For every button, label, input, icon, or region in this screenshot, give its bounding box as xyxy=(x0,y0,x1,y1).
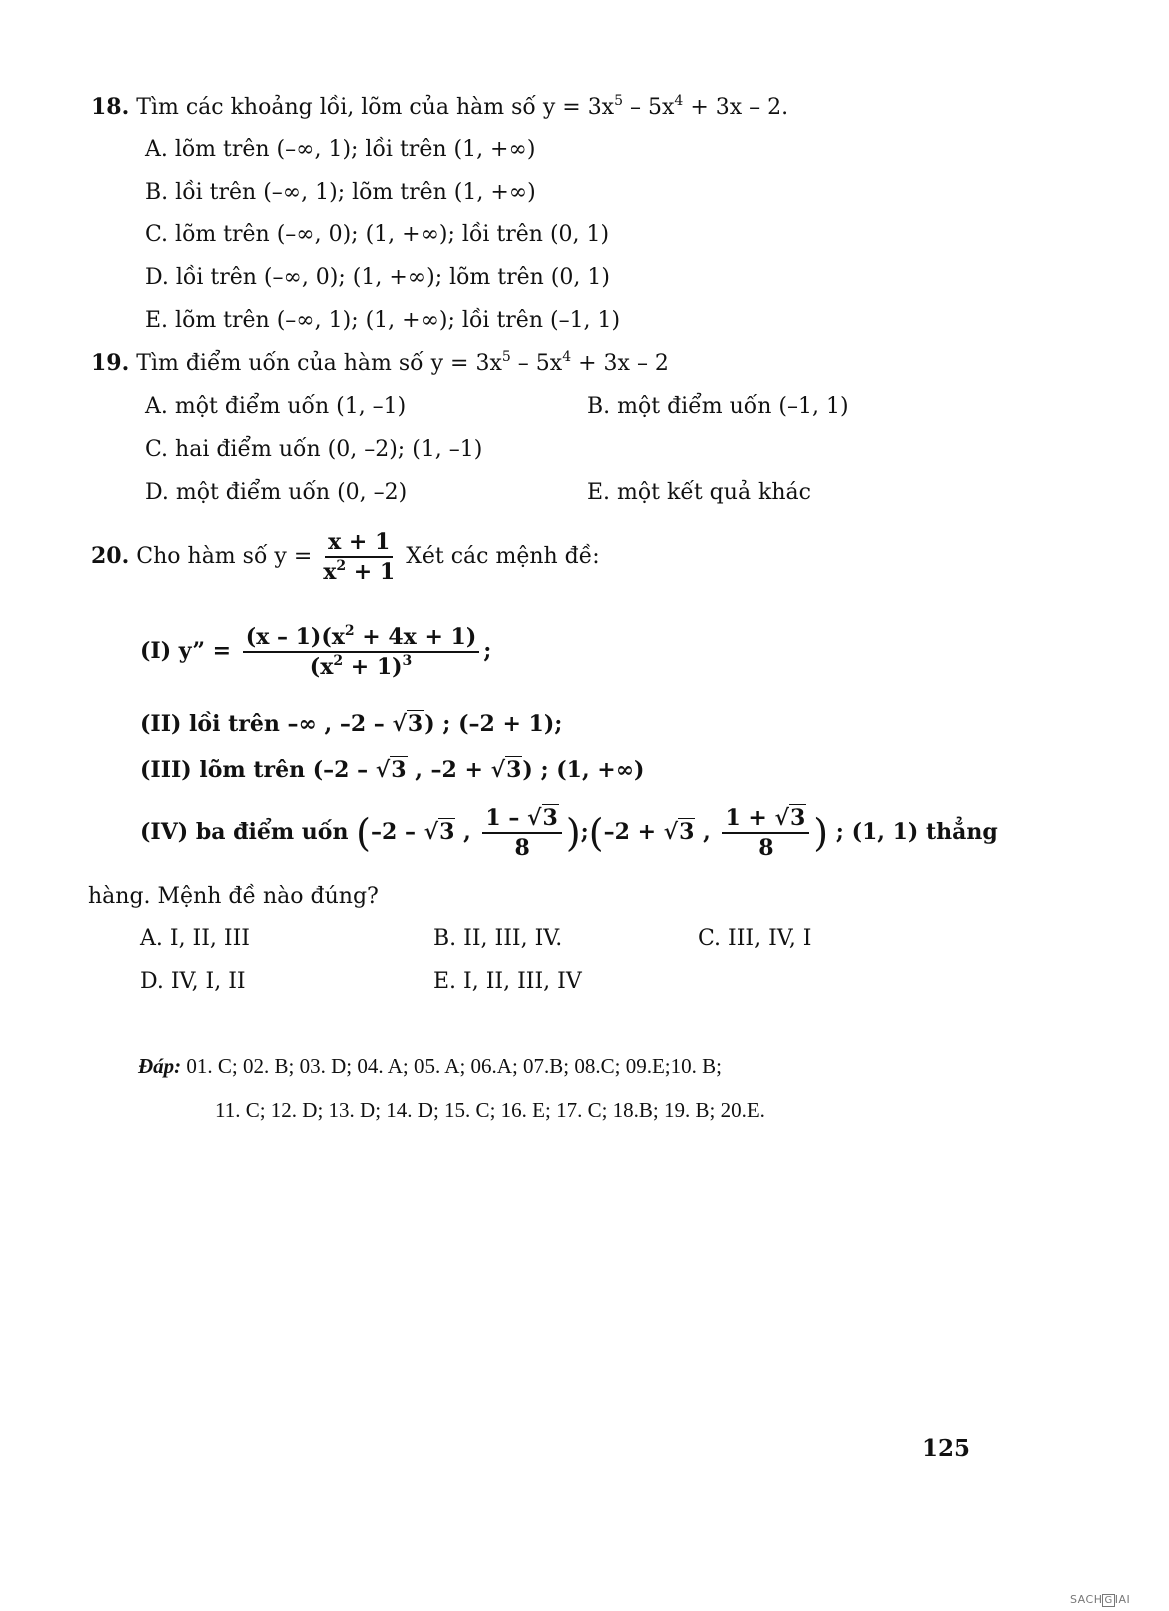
watermark-logo: SACH G IAI xyxy=(1070,1593,1131,1606)
q18-option-e: E. lõm trên (–∞, 1); (1, +∞); lồi trên (–1, 1) xyxy=(145,308,621,333)
question-tail: Xét các mệnh đề: xyxy=(406,544,600,570)
statement-2: (II) lồi trên –∞ , –2 – √3) ; (–2 + 1); xyxy=(140,711,563,737)
answer-key-line-1: Đáp: 01. C; 02. B; 03. D; 04. A; 05. A; 06.A; 07.B; 08.C; 09.E;10. B; xyxy=(138,1054,722,1078)
q20-option-d: D. IV, I, II xyxy=(140,969,246,994)
question-text: Tìm các khoảng lồi, lõm của hàm số $y = 3x^5 - 5x^4 + 3x - 2$. xyxy=(136,93,789,120)
statement-1: (I) y” = $\frac{(x - 1)(x^2 + 4x + 1)}{(x^2 + 1)^3}$ ; xyxy=(140,623,492,681)
inflection-y-2: $\frac{1 + √3}{8}$ xyxy=(722,806,809,860)
question-lead: Cho hàm số y = xyxy=(136,544,313,570)
question-20 xyxy=(91,530,600,584)
q18-option-c: C. lõm trên (–∞, 0); (1, +∞); lồi trên (0, 1) xyxy=(145,222,610,247)
q18-option-b: B. lồi trên (–∞, 1); lõm trên (1, +∞) xyxy=(145,180,536,205)
q20-option-b: B. II, III, IV. xyxy=(433,926,563,951)
question-number: 20. xyxy=(91,543,130,570)
statement-3: (III) lõm trên (–2 – √3 , –2 + √3) ; (1, +∞) xyxy=(140,757,645,783)
statement-4: (IV) ba điểm uốn (–2 – √3 , $\frac{1 - √3}{8}$ );(–2 + √3 , $\frac{1 + √3}{8}$ ) ; (1, 1) thẳng xyxy=(140,805,998,862)
q19-option-a: A. một điểm uốn (1, –1) xyxy=(145,394,407,419)
q19-option-b: B. một điểm uốn (–1, 1) xyxy=(587,394,849,419)
function-fraction: $\frac{x + 1}{x^2 + 1}$ xyxy=(323,529,396,586)
q19-option-c: C. hai điểm uốn (0, –2); (1, –1) xyxy=(145,437,483,462)
question-text: Tìm điểm uốn của hàm số $y = 3x^5 - 5x^4 + 3x - 2$ xyxy=(136,349,669,376)
question-number: 19. xyxy=(91,350,130,376)
q19-option-e: E. một kết quả khác xyxy=(587,480,811,505)
second-derivative-fraction: $\frac{(x - 1)(x^2 + 4x + 1)}{(x^2 + 1)^3}$ xyxy=(243,625,480,679)
q20-option-e: E. I, II, III, IV xyxy=(433,969,582,994)
answer-label: Đáp: xyxy=(138,1054,182,1078)
q19-option-d: D. một điểm uốn (0, –2) xyxy=(145,480,408,505)
q20-option-c: C. III, IV, I xyxy=(698,926,812,951)
q18-option-a: A. lõm trên (–∞, 1); lồi trên (1, +∞) xyxy=(145,137,536,162)
q18-option-d: D. lồi trên (–∞, 0); (1, +∞); lõm trên (0, 1) xyxy=(145,265,610,290)
inflection-y-1: $\frac{1 - √3}{8}$ xyxy=(482,806,561,860)
question-number: 18. xyxy=(91,94,130,120)
statement-4-continuation: hàng. Mệnh đề nào đúng? xyxy=(88,884,379,909)
page-number: 125 xyxy=(922,1435,971,1462)
q20-option-a: A. I, II, III xyxy=(140,926,250,951)
question-18 xyxy=(91,94,788,120)
question-19 xyxy=(91,350,669,376)
answer-key-line-2: 11. C; 12. D; 13. D; 14. D; 15. C; 16. E; 17. C; 18.B; 19. B; 20.E. xyxy=(215,1098,765,1122)
